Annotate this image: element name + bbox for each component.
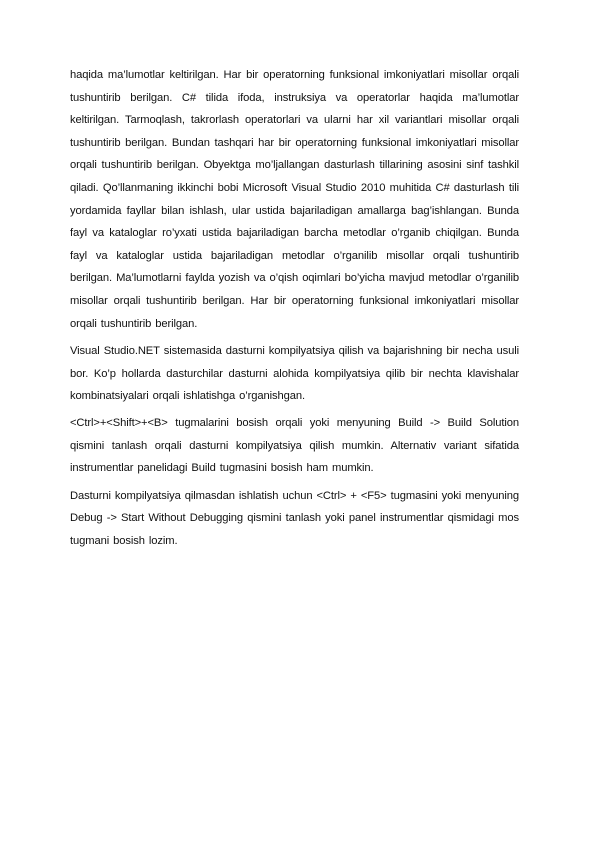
paragraph-compile-methods: Visual Studio.NET sistemasida dasturni kompilyatsiya qilish va bajarishning bir necha usuli bor. Ko’p hollarda dasturchilar dasturni alohida kompilyatsiya qilib bir nechta klavishalar kombinatsiyalari orqali ishlatishga o’rganishgan. xyxy=(70,345,519,403)
document-page xyxy=(70,64,519,557)
paragraph-build-shortcut: <Ctrl>+<Shift>+<B> tugmalarini bosish orqali yoki menyuning Build -> Build Solution qismini tanlash orqali dasturni kompilyatsiya qilish mumkin. Alternativ variant sifatida instrumentlar panelidagi Build tugmasini bosish ham mumkin. xyxy=(70,416,519,475)
paragraph-run-without-debug: Dasturni kompilyatsiya qilmasdan ishlatish uchun <Ctrl> + <F5> tugmasini yoki menyuning Debug -> Start Without Debugging qismini tanlash yoki panel instrumentlar qismidagi mos tugmani bosish lozim. xyxy=(70,489,519,547)
paragraph-intro: haqida ma’lumotlar keltirilgan. Har bir operatorning funksional imkoniyatlari misollar orqali tushuntirib berilgan. C# tilida ifoda, instruksiya va operatorlar haqida ma’lumotlar keltirilgan. Tarmoqlash, takrorlash operatorlari va ularni har xil variantlari misollar orqali tushuntirib berilgan. Bundan tashqari har bir operatorning funksional imkoniyatlari misollar orqali tushuntirib berilgan. Obyektga mo’ljallangan dasturlash tillarining asosini sinf tashkil qiladi. Qo’llanmaning ikkinchi bobi Microsoft Visual Studio 2010 muhitida C# dasturlash tili yordamida fayllar bilan ishlash, ular ustida bajariladigan amallarga bag’ishlangan. Bunda fayl va kataloglar ro’yxati ustida bajariladigan barcha metodlar o’rganib chiqilgan. Bunda fayl va kataloglar ustida bajariladigan metodlar o’rganilib misollar orqali tushuntirib berilgan. Ma’lumotlarni faylda yozish va o’qish oqimlari bo’yicha mavjud metodlar o’rganilib misollar orqali tushuntirib berilgan. Har bir operatorning funksional imkoniyatlari misollar orqali tushuntirib berilgan. xyxy=(70,69,519,330)
